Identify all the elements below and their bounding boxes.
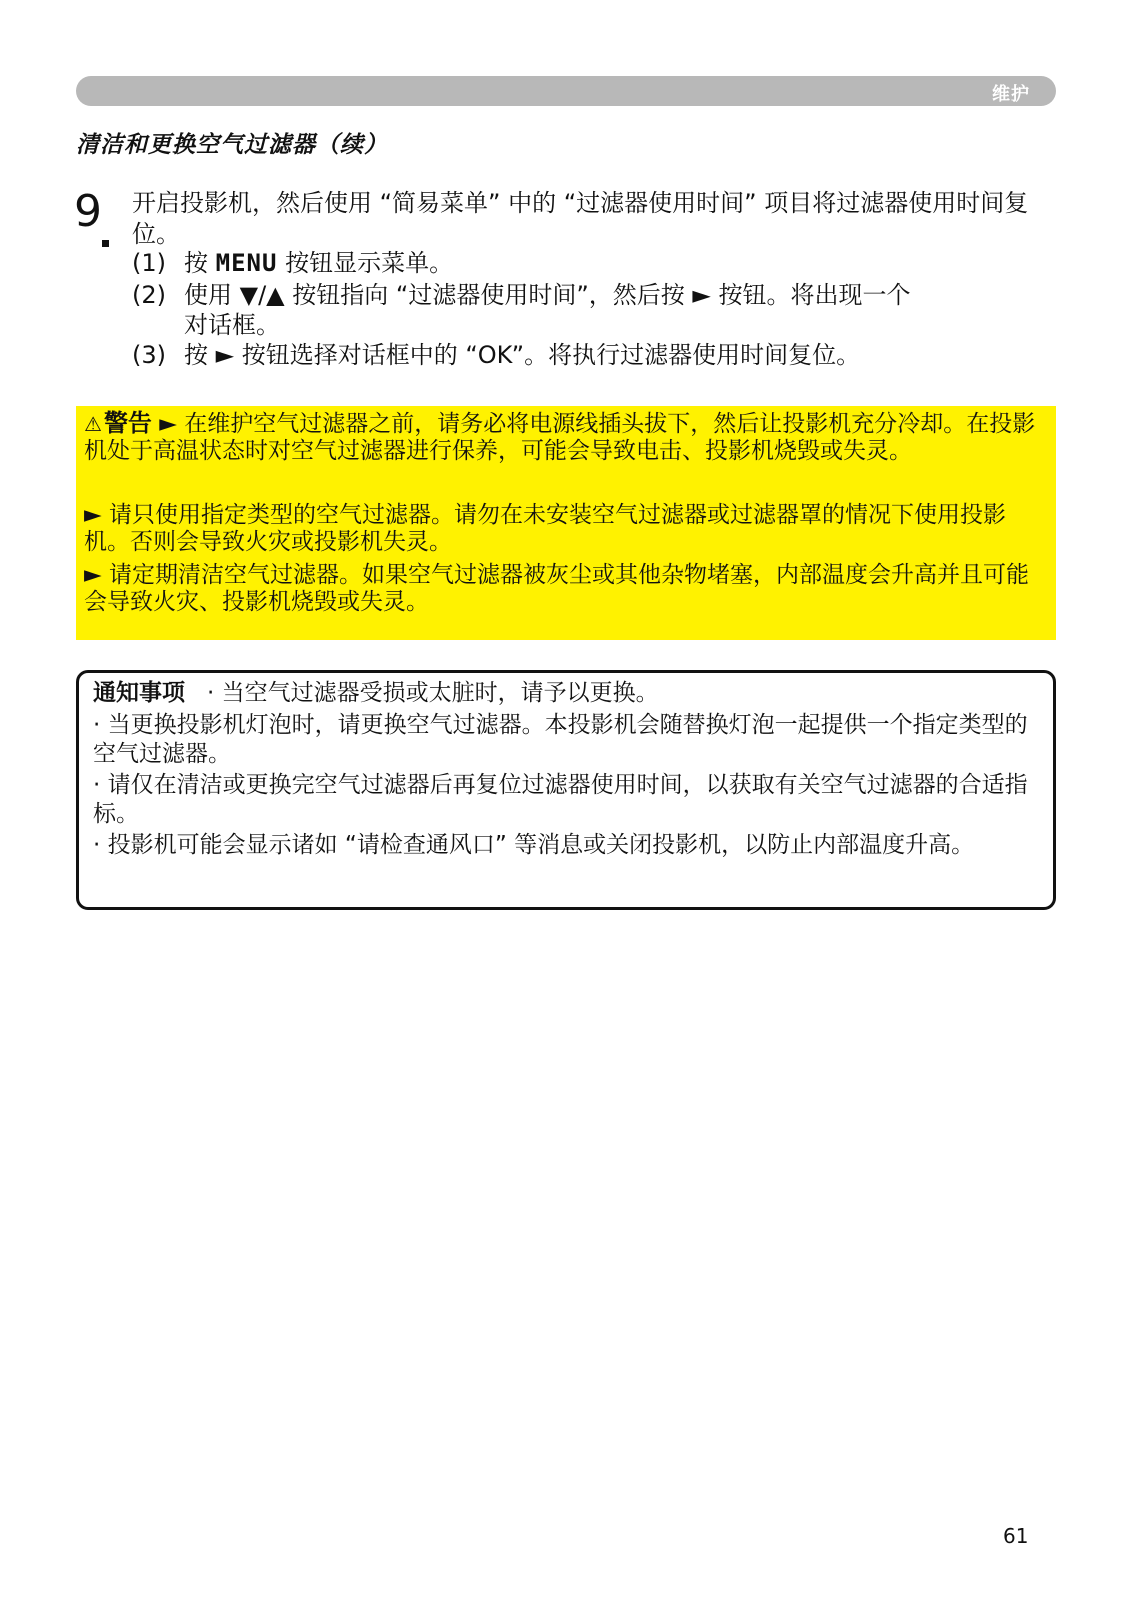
- warning-paragraph: [84, 410, 1046, 465]
- notice-item: · 投影机可能会显示诸如 “请检查通风口” 等消息或关闭投影机，以防止内部温度升高。: [93, 832, 975, 858]
- substep-2: [132, 280, 1052, 340]
- notice-item: · 当更换投影机灯泡时，请更换空气过滤器。本投影机会随替换灯泡一起提供一个指定类型的空气过滤器。: [93, 712, 1028, 767]
- notice-item: · 请仅在清洁或更换完空气过滤器后再复位过滤器使用时间，以获取有关空气过滤器的合适指标。: [93, 772, 1028, 827]
- substep-number: (2): [132, 281, 166, 309]
- warning-paragraph: ► 请定期清洁空气过滤器。如果空气过滤器被灰尘或其他杂物堵塞，内部温度会升高并且可能会导致火灾、投影机烧毁或失灵。: [84, 562, 1029, 615]
- substep-number: (3): [132, 341, 166, 369]
- header-bar: [76, 76, 1056, 106]
- warning-paragraph: ► 请只使用指定类型的空气过滤器。请勿在未安装空气过滤器或过滤器罩的情况下使用投影机。否则会导致火灾或投影机失灵。: [84, 502, 1006, 555]
- section-title: 清洁和更换空气过滤器（续）: [76, 132, 388, 158]
- warning-text: ► 在维护空气过滤器之前，请务必将电源线插头拔下，然后让投影机充分冷却。在投影机处于高温状态时对空气过滤器进行保养，可能会导致电击、投影机烧毁或失灵。: [84, 411, 1036, 464]
- substep-text-continued: 对话框。: [184, 311, 280, 339]
- warning-title: 警告: [103, 409, 152, 437]
- page-number: 61: [1003, 1524, 1029, 1548]
- step-bullet: [102, 240, 109, 247]
- notice-item: [93, 679, 1033, 708]
- notice-box: [76, 670, 1056, 910]
- warning-box: [76, 406, 1056, 640]
- substep-text: 按: [184, 249, 216, 277]
- menu-key-label: MENU: [215, 249, 278, 277]
- substep-number: (1): [132, 249, 166, 277]
- substep-1: [132, 248, 1052, 278]
- step-number: 9: [74, 186, 102, 237]
- substep-text: 按 ► 按钮选择对话框中的 “OK”。将执行过滤器使用时间复位。: [184, 341, 861, 369]
- substep-3: [132, 340, 1052, 370]
- substep-text: 使用 ▼/▲ 按钮指向 “过滤器使用时间”，然后按 ► 按钮。将出现一个: [184, 281, 911, 309]
- warning-triangle-icon: ⚠: [84, 412, 102, 436]
- substep-text: 按钮显示菜单。: [277, 249, 454, 277]
- notice-text: · 当空气过滤器受损或太脏时，请予以更换。: [207, 680, 659, 706]
- notice-title: 通知事项: [93, 680, 185, 706]
- header-label: 维护: [992, 84, 1030, 105]
- step-text: 开启投影机，然后使用 “简易菜单” 中的 “过滤器使用时间” 项目将过滤器使用时间复位。: [132, 189, 1029, 248]
